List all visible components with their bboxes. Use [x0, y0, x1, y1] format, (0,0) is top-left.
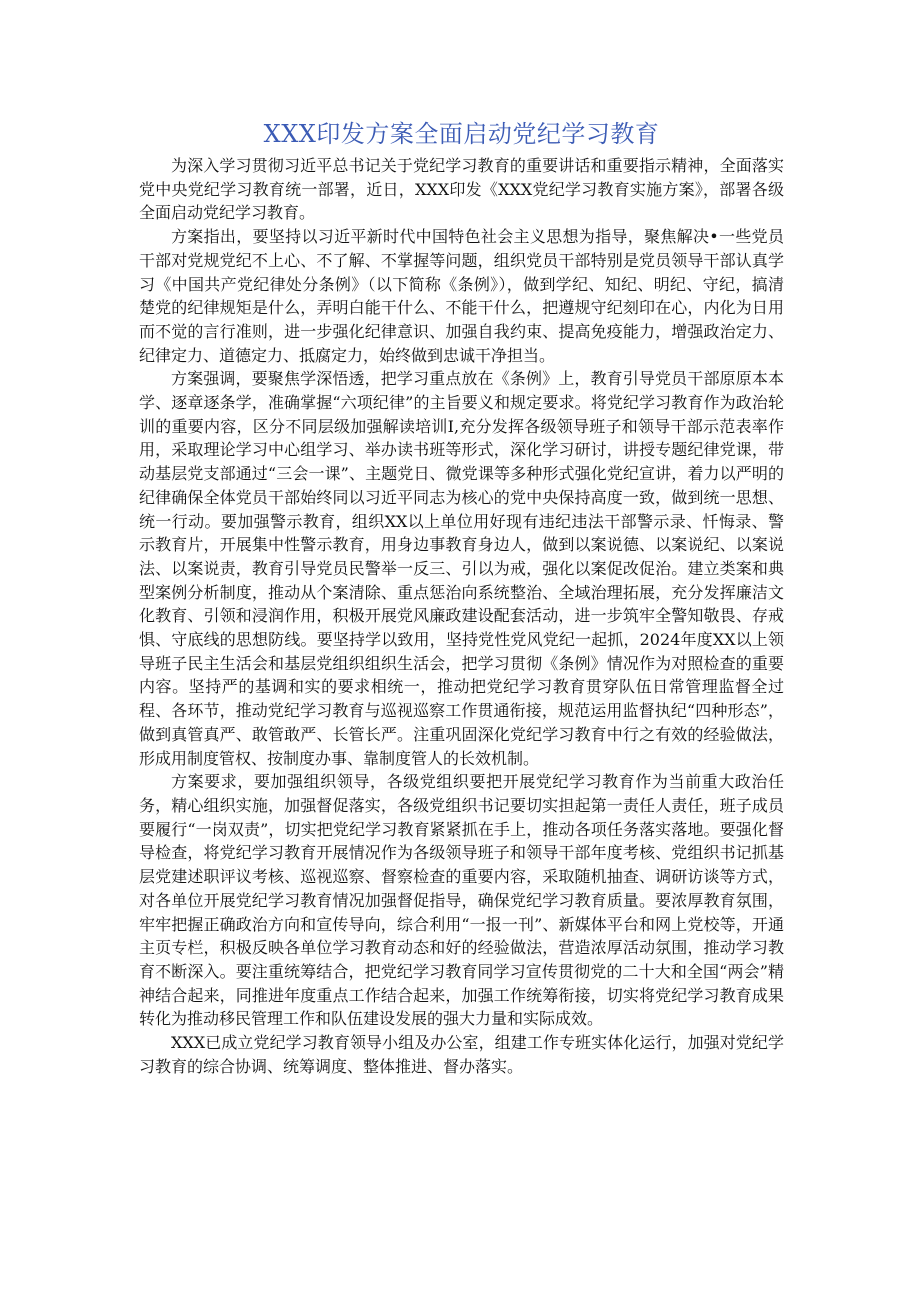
document-page — [139, 116, 784, 1078]
paragraph-key-emphasis: 方案强调，要聚焦学深悟透，把学习重点放在《条例》上，教育引导党员干部原原本本学、逐章逐条学，准确掌握“六项纪律”的主旨要义和规定要求。将党纪学习教育作为政治轮训的重要内容，区分不同层级加强解读培训I,充分发挥各级领导班子和领导干部示范表率作用，采取理论学习中心组学习、举办读书班等形式，深化学习研讨，讲授专题纪律党课，带动基层党支部通过“三会一课”、主题党日、微党课等多种形式强化党纪宣讲，着力以严明的纪律确保全体党员干部始终同以习近平同志为核心的党中央保持高度一致，做到统一思想、统一行动。要加强警示教育，组织XX以上单位用好现有违纪违法干部警示录、忏悔录、警示教育片，开展集中性警示教育，用身边事教育身边人，做到以案说德、以案说纪、以案说法、以案说责，教育引导党员民警举一反三、引以为戒，强化以案促改促治。建立类案和典型案例分析制度，推动从个案清除、重点惩治向系统整治、全域治理拓展，充分发挥廉洁文化教育、引领和浸润作用，积极开展党风廉政建设配套活动，进一步筑牢全警知敬畏、存戒惧、守底线的思想防线。要坚持学以致用，坚持党性党风党纪一起抓，2024年度XX以上领导班子民主生活会和基层党组织组织生活会，把学习贯彻《条例》情况作为对照检查的重要内容。坚持严的基调和实的要求相统一，推动把党纪学习教育贯穿队伍日常管理监督全过程、各环节，推动党纪学习教育与巡视巡察工作贯通衔接，规范运用监督执纪“四种形态”，做到真管真严、敢管敢严、长管长严。注重巩固深化党纪学习教育中行之有效的经验做法，形成用制度管权、按制度办事、靠制度管人的长效机制。 — [139, 369, 784, 768]
paragraph-requirements: 方案要求，要加强组织领导，各级党组织要把开展党纪学习教育作为当前重大政治任务，精心组织实施，加强督促落实，各级党组织书记要切实担起第一责任人责任，班子成员要履行“一岗双责”，切实把党纪学习教育紧紧抓在手上，推动各项任务落实落地。要强化督导检查，将党纪学习教育开展情况作为各级领导班子和领导干部年度考核、党组织书记抓基层党建述职评议考核、巡视巡察、督察检查的重要内容，采取随机抽查、调研访谈等方式，对各单位开展党纪学习教育情况加强督促指导，确保党纪学习教育质量。要浓厚教育氛围，牢牢把握正确政治方向和宣传导向，综合利用“一报一刊”、新媒体平台和网上党校等，开通主页专栏，积极反映各单位学习教育动态和好的经验做法，营造浓厚活动氛围，推动学习教育不断深入。要注重统筹结合，把党纪学习教育同学习宣传贯彻党的二十大和全国“两会”精神结合起来，同推进年度重点工作结合起来，加强工作统筹衔接，切实将党纪学习教育成果转化为推动移民管理工作和队伍建设发展的强大力量和实际成效。 — [139, 772, 784, 1029]
paragraph-organization: XXX已成立党纪学习教育领导小组及办公室，组建工作专班实体化运行，加强对党纪学习教育的综合协调、统筹调度、整体推进、督办落实。 — [139, 1033, 784, 1076]
document-title: XXX印发方案全面启动党纪学习教育 — [263, 120, 660, 148]
paragraph-guiding-principle: 方案指出，要坚持以习近平新时代中国特色社会主义思想为指导，聚焦解决•一些党员干部对党规党纪不上心、不了解、不掌握等问题，组织党员干部特别是党员领导干部认真学习《中国共产党纪律处分条例》（以下简称《条例》），做到学纪、知纪、明纪、守纪，搞清楚党的纪律规矩是什么，弄明白能干什么、不能干什么，把遵规守纪刻印在心，内化为日用而不觉的言行准则，进一步强化纪律意识、加强自我约束、提高免疫能力，增强政治定力、纪律定力、道德定力、抵腐定力，始终做到忠诚干净担当。 — [139, 227, 784, 365]
paragraph-intro: 为深入学习贯彻习近平总书记关于党纪学习教育的重要讲话和重要指示精神，全面落实党中央党纪学习教育统一部署，近日，XXX印发《XXX党纪学习教育实施方案》，部署各级全面启动党纪学习教育。 — [139, 156, 784, 223]
